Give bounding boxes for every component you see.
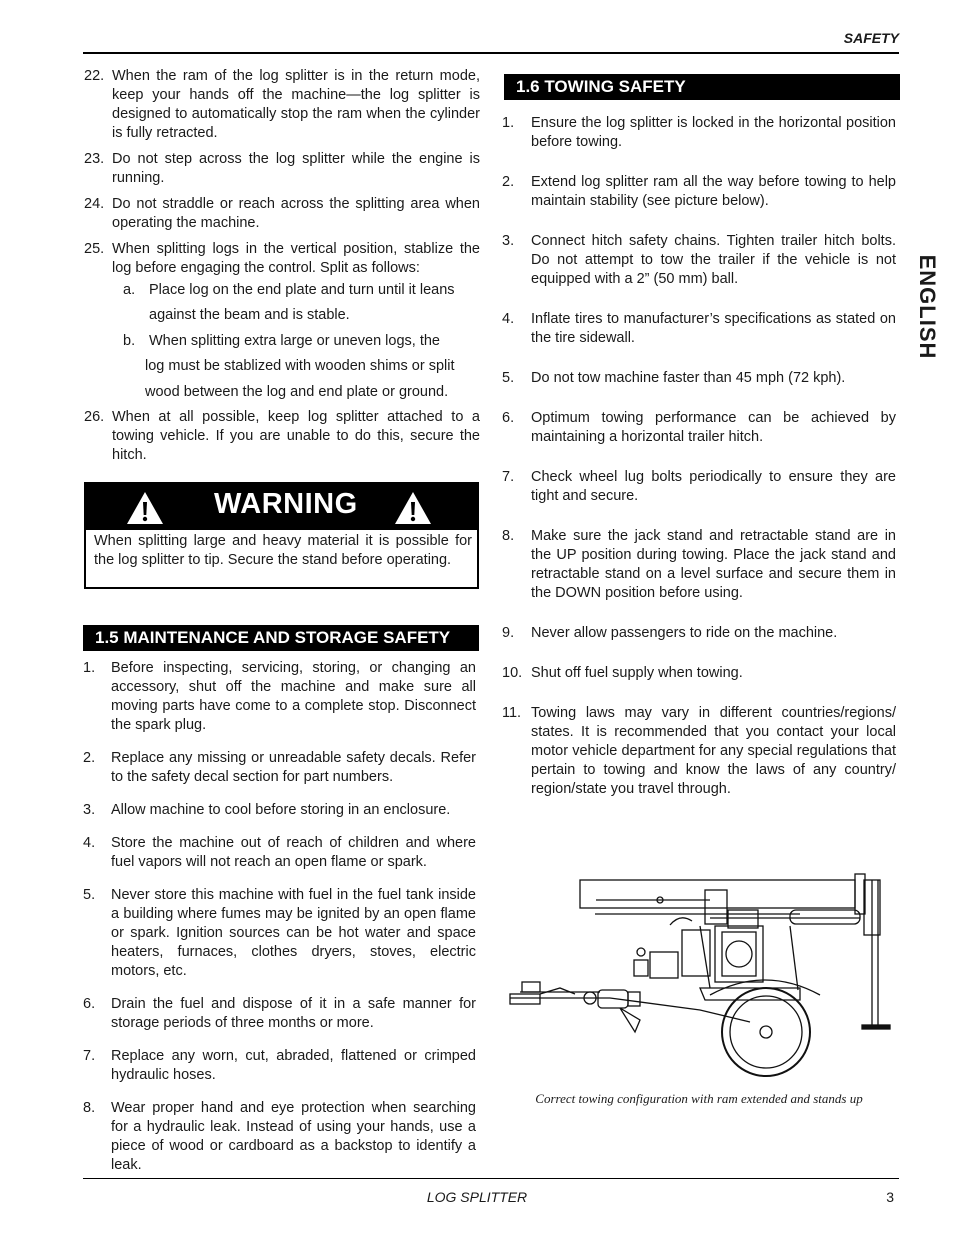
list-item: 6. Optimum towing performance can be achieved by maintaining a horizontal trailer hitch.	[502, 410, 896, 445]
safety-list-end	[84, 408, 480, 465]
footer-rule	[83, 1178, 899, 1179]
list-item: 4. Inflate tires to manufacturer’s specifications as stated on the tire sidewall.	[502, 311, 896, 346]
list-item: 8. Wear proper hand and eye protection when searching for a hydraulic leak. Instead of using your hands, use a piece of wood or cardboard as a backstop to identify a leak.	[83, 1100, 476, 1173]
list-item: 4. Store the machine out of reach of children and where fuel vapors will not reach an open flame or spark.	[83, 835, 476, 870]
section-heading-towing: 1.6 TOWING SAFETY	[504, 74, 900, 100]
list-item: 2. Replace any missing or unreadable safety decals. Refer to the safety decal section for part numbers.	[83, 750, 476, 785]
list-item: 7. Replace any worn, cut, abraded, flattened or crimped hydraulic hoses.	[83, 1048, 476, 1083]
list-item: 3. Allow machine to cool before storing in an enclosure.	[83, 802, 451, 818]
sub-item-b-line: When splitting extra large or uneven logs, the	[149, 333, 440, 349]
list-item: 7. Check wheel lug bolts periodically to ensure they are tight and secure.	[502, 469, 896, 504]
maintenance-list	[83, 659, 476, 1175]
list-item: 9. Never allow passengers to ride on the machine.	[502, 625, 838, 641]
warning-title: WARNING	[214, 488, 358, 520]
section-heading-maintenance: 1.5 MAINTENANCE AND STORAGE SAFETY	[83, 625, 479, 651]
list-item: 25. When splitting logs in the vertical position, stablize the log before engaging the control. Split as follows:	[84, 241, 480, 276]
list-item: 26. When at all possible, keep log splitter attached to a towing vehicle. If you are unable to do this, secure the hitch.	[84, 409, 480, 463]
list-item: 5. Never store this machine with fuel in the fuel tank inside a building where fumes may be ignited by an open flame or spark. Ignition sources can be hot water and space heaters, furnaces, clothes dryers, stoves, electric motors, etc.	[83, 887, 476, 979]
sub-item-b-line: log must be stablized with wooden shims or split	[145, 358, 455, 374]
log-splitter-towing-illustration	[500, 870, 898, 1085]
list-item: 6. Drain the fuel and dispose of it in a safe manner for storage periods of three months or more.	[83, 996, 476, 1031]
sub-item-a-line: Place log on the end plate and turn until it leans	[149, 282, 455, 298]
language-tab: ENGLISH	[915, 254, 940, 360]
sub-item-a-line: against the beam and is stable.	[149, 307, 350, 323]
sub-marker-b: b.	[123, 333, 136, 349]
running-header: SAFETY	[843, 30, 899, 46]
list-item: 2. Extend log splitter ram all the way before towing to help maintain stability (see picture below).	[502, 174, 896, 209]
footer-title: LOG SPLITTER	[426, 1189, 528, 1205]
list-item: 5. Do not tow machine faster than 45 mph (72 kph).	[502, 370, 846, 386]
sub-item-b-line: wood between the log and end plate or ground.	[145, 384, 449, 400]
warning-triangle-icon	[126, 491, 164, 525]
list-item: 3. Connect hitch safety chains. Tighten trailer hitch bolts. Do not attempt to tow the trailer if the vehicle is not equipped with a 2” (50 mm) ball.	[502, 233, 896, 287]
list-item: 24. Do not straddle or reach across the splitting area when operating the machine.	[84, 196, 480, 231]
warning-triangle-icon	[394, 491, 432, 525]
warning-header	[86, 484, 477, 530]
list-item: 8. Make sure the jack stand and retractable stand are in the UP position during towing. Place the jack stand and retractable stand on a level surface and secure them in the DOWN position before using.	[502, 528, 896, 601]
warning-text: When splitting large and heavy material it is possible for the log splitter to tip. Secure the stand before operating.	[94, 533, 472, 568]
list-item: 10. Shut off fuel supply when towing.	[502, 665, 743, 681]
list-item: 1. Ensure the log splitter is locked in the horizontal position before towing.	[502, 115, 896, 150]
list-item: 11. Towing laws may vary in different countries/regions/ states. It is recommended that you contact your local motor vehicle department for any special regulations that pertain to towing and know the laws of any country/ region/state you travel through.	[502, 705, 896, 797]
safety-list-continued	[84, 67, 480, 278]
list-item: 22. When the ram of the log splitter is in the return mode, keep your hands off the machine—the log splitter is designed to automatically stop the ram when the cylinder is fully retracted.	[84, 68, 480, 141]
header-rule	[83, 52, 899, 54]
figure-caption: Correct towing configuration with ram extended and stands up	[535, 1091, 863, 1106]
list-item: 23. Do not step across the log splitter while the engine is running.	[84, 151, 480, 186]
list-item: 1. Before inspecting, servicing, storing, or changing an accessory, shut off the machine and make sure all moving parts have come to a complete stop. Disconnect the spark plug.	[83, 660, 476, 733]
towing-list	[502, 114, 896, 799]
warning-box	[84, 482, 479, 589]
page-number: 3	[886, 1189, 894, 1205]
sub-marker-a: a.	[123, 282, 136, 298]
